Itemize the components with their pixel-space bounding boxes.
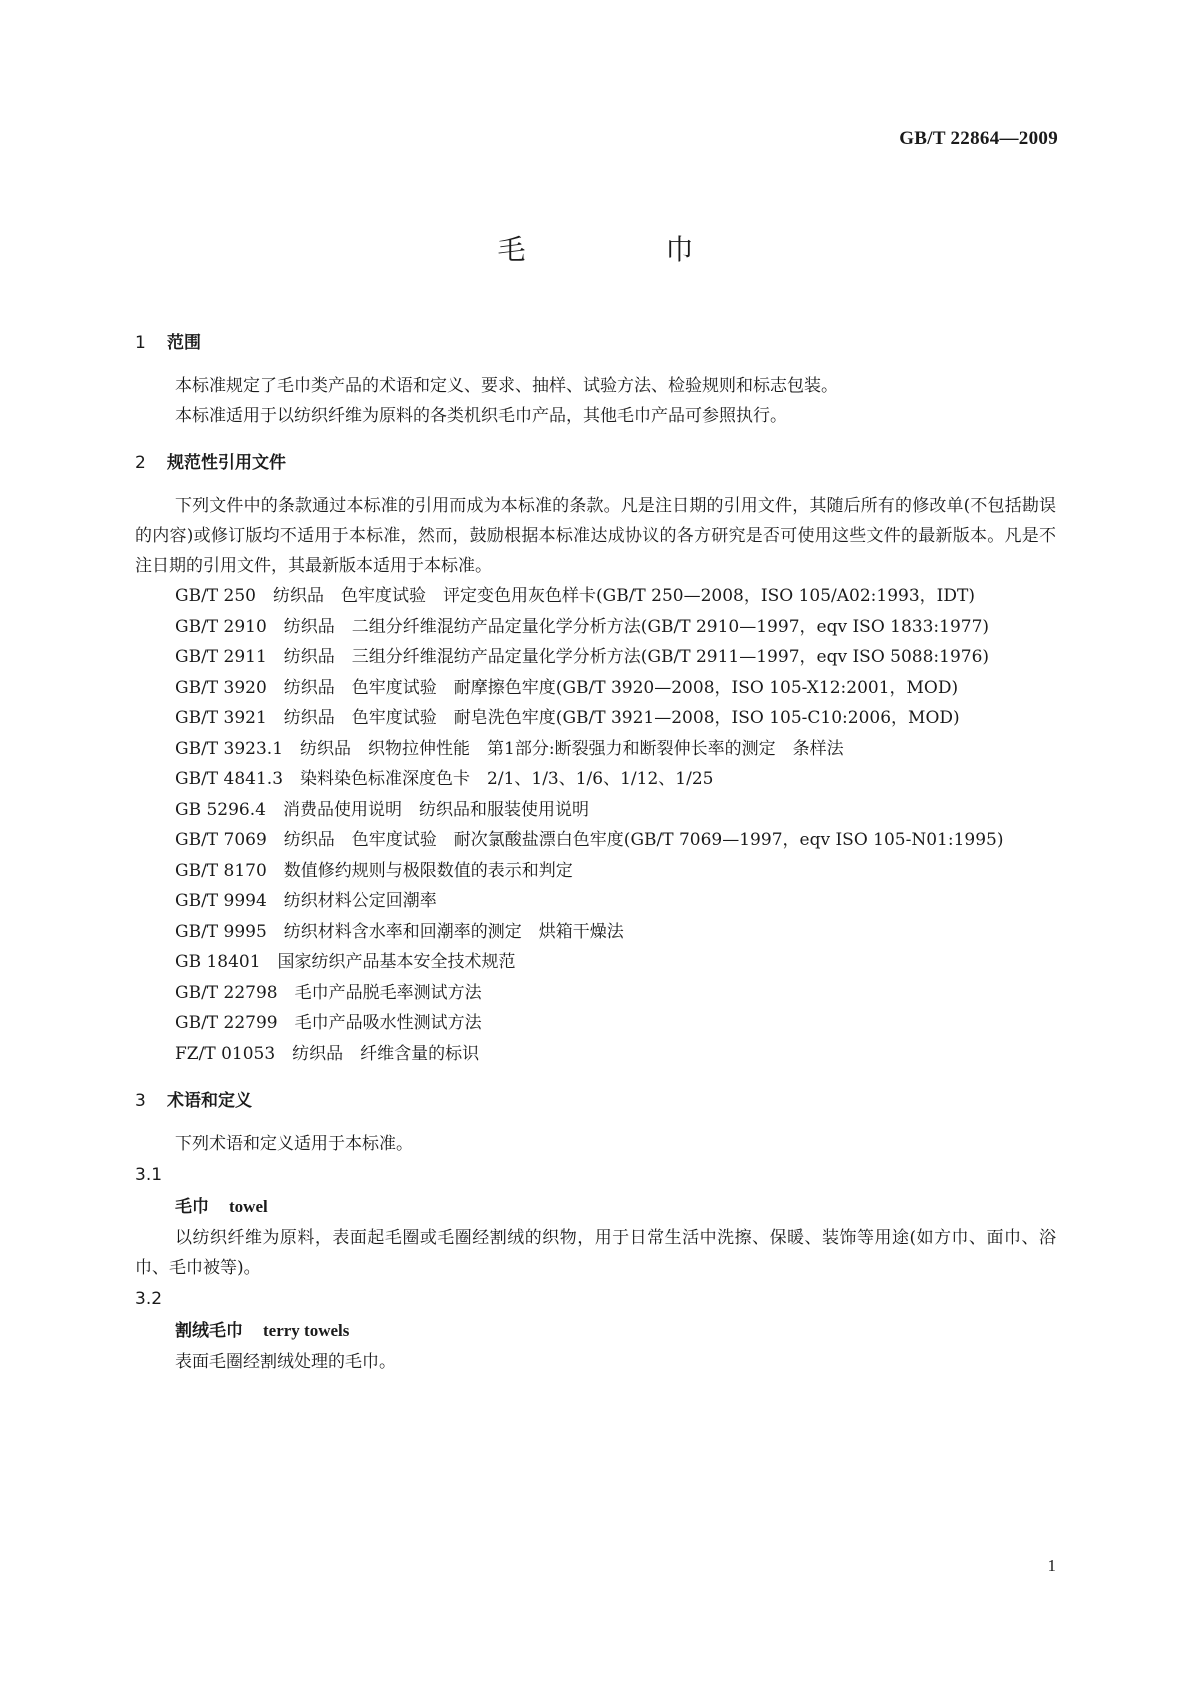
reference-item: GB/T 3923.1 纺织品 织物拉伸性能 第1部分:断裂强力和断裂伸长率的测定 条样法 — [175, 738, 844, 759]
section-title: 规范性引用文件 — [167, 453, 286, 473]
reference-item: GB/T 3921 纺织品 色牢度试验 耐皂洗色牢度(GB/T 3921—2008，ISO 105-C10:2006，MOD) — [175, 708, 960, 728]
reference-item: GB/T 7069 纺织品 色牢度试验 耐次氯酸盐漂白色牢度(GB/T 7069—1997，eqv ISO 105-N01:1995) — [175, 830, 1004, 850]
reference-item: GB/T 2910 纺织品 二组分纤维混纺产品定量化学分析方法(GB/T 2910—1997，eqv ISO 1833:1977) — [175, 616, 990, 637]
term-number: 3.1 — [135, 1165, 163, 1185]
document-title: 毛巾 — [497, 233, 834, 266]
reference-item: FZ/T 01053 纺织品 纤维含量的标识 — [175, 1043, 480, 1064]
reference-item: GB/T 4841.3 染料染色标准深度色卡 2/1、1/3、1/6、1/12、1/25 — [175, 769, 714, 789]
reference-item: GB/T 22799 毛巾产品吸水性测试方法 — [175, 1013, 482, 1033]
section-number: 2 — [135, 453, 146, 473]
term-english: terry towels — [263, 1321, 350, 1340]
paragraph: 本标准规定了毛巾类产品的术语和定义、要求、抽样、试验方法、检验规则和标志包装。 — [175, 376, 838, 396]
document-body — [135, 325, 1056, 1377]
section-number: 1 — [135, 333, 146, 353]
section-number: 3 — [135, 1091, 146, 1111]
section-title: 范围 — [167, 333, 201, 353]
reference-item: GB/T 2911 纺织品 三组分纤维混纺产品定量化学分析方法(GB/T 2911—1997，eqv ISO 5088:1976) — [175, 647, 990, 667]
page-number: 1 — [1047, 1556, 1056, 1575]
standard-code: GB/T 22864—2009 — [899, 128, 1058, 149]
paragraph: 下列术语和定义适用于本标准。 — [175, 1134, 413, 1154]
term-heading — [135, 1315, 1056, 1347]
reference-item: GB/T 250 纺织品 色牢度试验 评定变色用灰色样卡(GB/T 250—2008，ISO 105/A02:1993，IDT) — [175, 586, 975, 606]
section-heading — [135, 325, 1056, 361]
reference-item: GB/T 22798 毛巾产品脱毛率测试方法 — [175, 982, 482, 1003]
term-chinese: 毛巾 — [175, 1197, 209, 1217]
reference-item: GB/T 8170 数值修约规则与极限数值的表示和判定 — [175, 860, 573, 881]
term-chinese: 割绒毛巾 — [175, 1321, 243, 1341]
reference-item: GB/T 3920 纺织品 色牢度试验 耐摩擦色牢度(GB/T 3920—2008，ISO 105-X12:2001，MOD) — [175, 677, 959, 698]
reference-item: GB/T 9995 纺织材料含水率和回潮率的测定 烘箱干燥法 — [175, 921, 624, 942]
paragraph: 本标准适用于以纺织纤维为原料的各类机织毛巾产品，其他毛巾产品可参照执行。 — [175, 406, 787, 426]
term-number: 3.2 — [135, 1289, 163, 1309]
reference-item: GB 18401 国家纺织产品基本安全技术规范 — [175, 952, 516, 972]
section-heading — [135, 445, 1056, 481]
term-heading — [135, 1191, 1056, 1223]
reference-item: GB 5296.4 消费品使用说明 纺织品和服装使用说明 — [175, 799, 589, 820]
section-heading — [135, 1083, 1056, 1119]
reference-item: GB/T 9994 纺织材料公定回潮率 — [175, 891, 437, 911]
term-definition: 表面毛圈经割绒处理的毛巾。 — [175, 1352, 396, 1372]
term-english: towel — [229, 1197, 268, 1216]
term-definition: 以纺织纤维为原料，表面起毛圈或毛圈经割绒的织物，用于日常生活中洗擦、保暖、装饰等用途(如方巾、面巾、浴巾、毛巾被等)。 — [135, 1228, 1056, 1278]
section-title: 术语和定义 — [167, 1091, 252, 1111]
paragraph: 下列文件中的条款通过本标准的引用而成为本标准的条款。凡是注日期的引用文件，其随后所有的修改单(不包括勘误的内容)或修订版均不适用于本标准，然而，鼓励根据本标准达成协议的各方研究是否可使用这些文件的最新版本。凡是不注日期的引用文件，其最新版本适用于本标准。 — [135, 496, 1056, 576]
